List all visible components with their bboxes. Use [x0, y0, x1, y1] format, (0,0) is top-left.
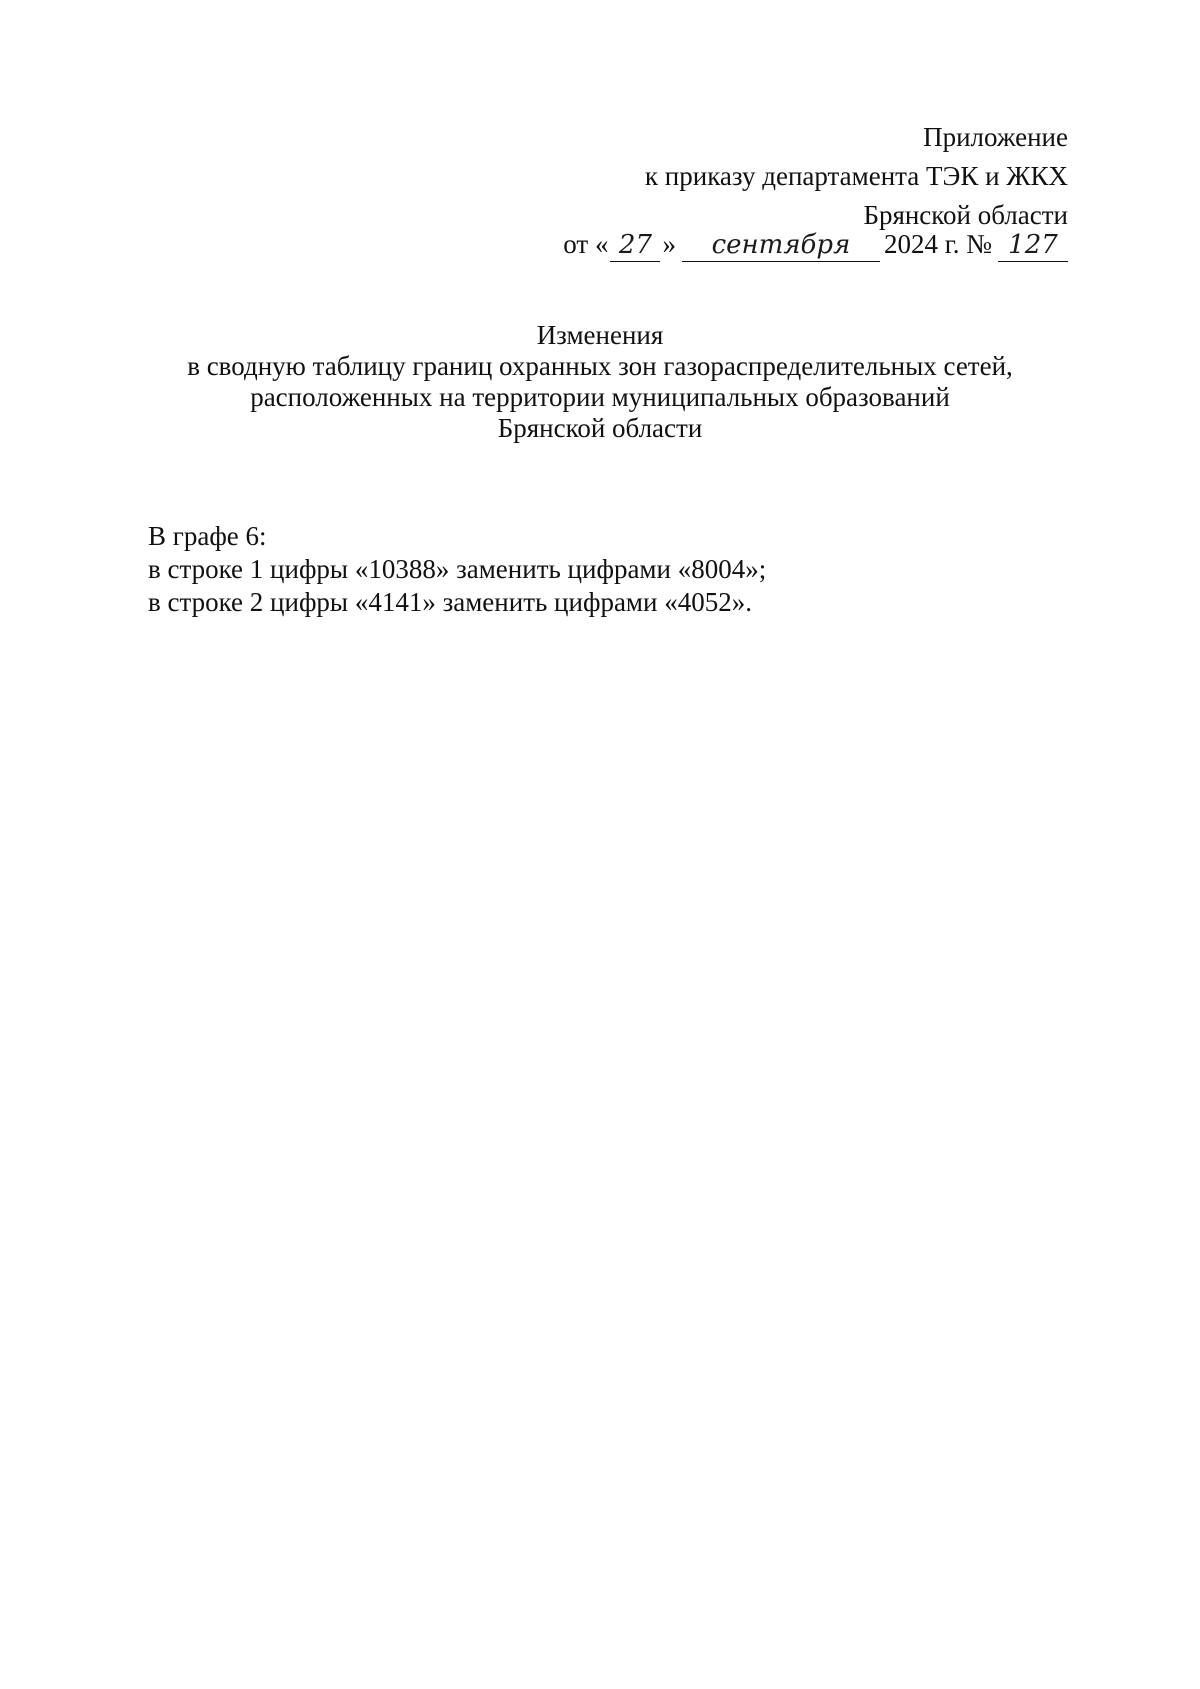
title-line-2: в сводную таблицу границ охранных зон газораспределительных сетей,	[187, 351, 1013, 381]
document-title	[0, 320, 1200, 444]
body-change-row-1: в строке 1 цифры «10388» заменить цифрами «8004»;	[148, 554, 767, 584]
appendix-label: Приложение	[923, 122, 1068, 152]
order-date-line	[563, 226, 1068, 262]
title-heading: Изменения	[536, 320, 664, 350]
body-change-row-2: в строке 2 цифры «4141» заменить цифрами «4052».	[148, 587, 752, 617]
handwritten-day: 27	[618, 230, 652, 260]
handwritten-number-field	[998, 227, 1068, 262]
body-column-reference: В графе 6:	[148, 521, 267, 551]
year-and-number-label: 2024 г. №	[883, 229, 992, 259]
handwritten-number: 127	[1008, 230, 1058, 260]
handwritten-month: сентября	[711, 230, 851, 260]
handwritten-month-field	[682, 227, 880, 262]
date-quote-close: »	[662, 229, 676, 259]
handwritten-day-field	[610, 227, 660, 262]
region-name: Брянской области	[863, 200, 1068, 230]
title-line-3: расположенных на территории муниципальных образований	[250, 382, 950, 412]
date-prefix: от «	[563, 229, 609, 259]
appendix-header	[508, 118, 1068, 235]
document-body	[148, 520, 1068, 619]
title-line-4: Брянской области	[497, 413, 703, 443]
order-reference: к приказу департамента ТЭК и ЖКХ	[644, 161, 1068, 191]
